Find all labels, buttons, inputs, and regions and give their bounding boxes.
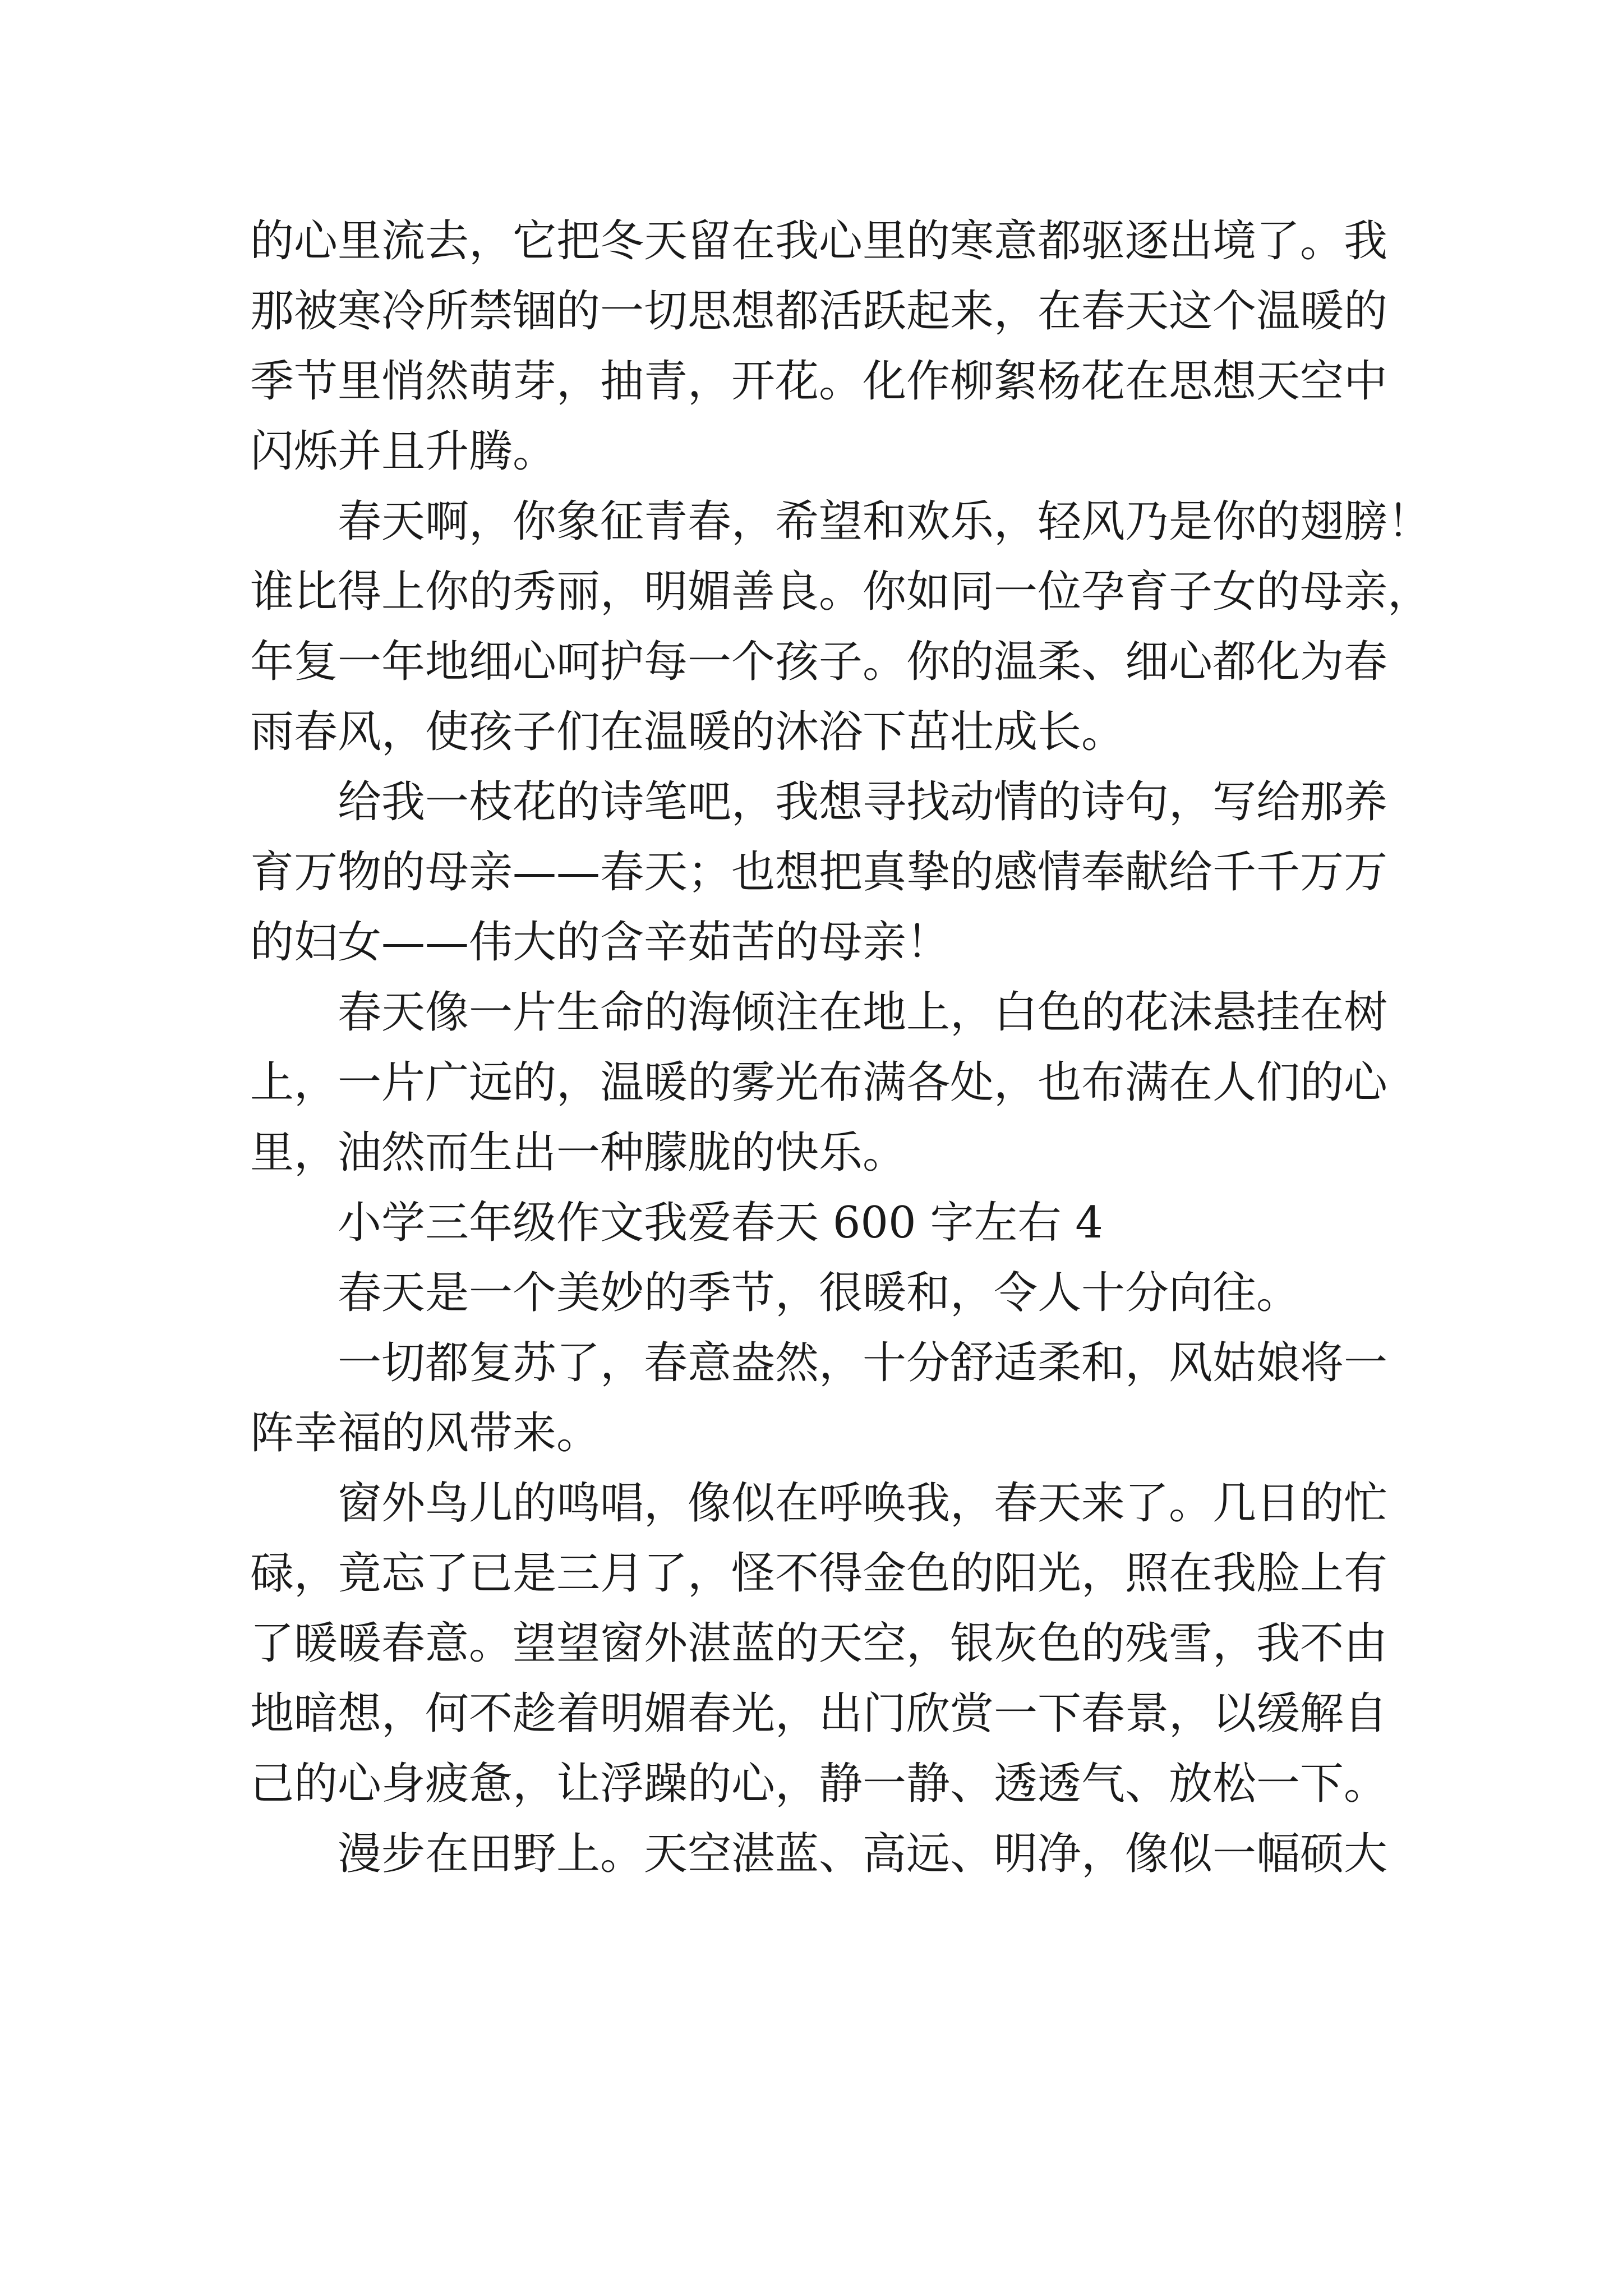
section-heading: 小学三年级作文我爱春天 600 字左右 4 [338,1198,1103,1248]
text-line: 一切都复苏了，春意盎然，十分舒适柔和，风姑娘将一 [338,1338,1388,1388]
text-line: 己的心身疲惫，让浮躁的心，静一静、透透气、放松一下。 [250,1759,1388,1809]
text-line: 碌，竟忘了已是三月了，怪不得金色的阳光，照在我脸上有 [250,1548,1388,1599]
text-line: 年复一年地细心呵护每一个孩子。你的温柔、细心都化为春 [250,637,1388,687]
text-line: 谁比得上你的秀丽，明媚善良。你如同一位孕育子女的母亲， [250,567,1432,617]
text-line: 季节里悄然萌芽，抽青，开花。化作柳絮杨花在思想天空中 [250,356,1388,407]
text-line: 地暗想，何不趁着明媚春光，出门欣赏一下春景，以缓解自 [250,1688,1388,1739]
text-line: 窗外鸟儿的鸣唱，像似在呼唤我，春天来了。几日的忙 [338,1478,1388,1529]
text-line: 雨春风，使孩子们在温暖的沐浴下茁壮成长。 [250,707,1126,757]
text-line: 给我一枝花的诗笔吧，我想寻找动情的诗句，写给那养 [338,777,1388,827]
text-line: 春天是一个美妙的季节，很暖和，令人十分向往。 [338,1268,1301,1318]
text-line: 漫步在田野上。天空湛蓝、高远、明净，像似一幅硕大 [338,1829,1388,1879]
text-line: 闪烁并且升腾。 [250,426,557,477]
text-line: 春天啊，你象征青春，希望和欢乐，轻风乃是你的翅膀！ [338,496,1432,547]
text-line: 那被寒冷所禁锢的一切思想都活跃起来，在春天这个温暖的 [250,286,1388,337]
text-line: 的妇女——伟大的含辛茹苦的母亲！ [250,917,951,968]
text-line: 的心里流去，它把冬天留在我心里的寒意都驱逐出境了。我 [250,216,1388,266]
text-line: 上，一片广远的，温暖的雾光布满各处，也布满在人们的心 [250,1057,1388,1108]
text-line: 里，油然而生出一种朦胧的快乐。 [250,1128,907,1178]
text-line: 阵幸福的风带来。 [250,1408,601,1458]
text-line: 了暖暖春意。望望窗外湛蓝的天空，银灰色的残雪，我不由 [250,1618,1388,1669]
document-body [250,206,1432,1889]
text-line: 春天像一片生命的海倾注在地上，白色的花沫悬挂在树 [338,987,1388,1038]
text-line: 育万物的母亲——春天；也想把真挚的感情奉献给千千万万 [250,847,1388,898]
